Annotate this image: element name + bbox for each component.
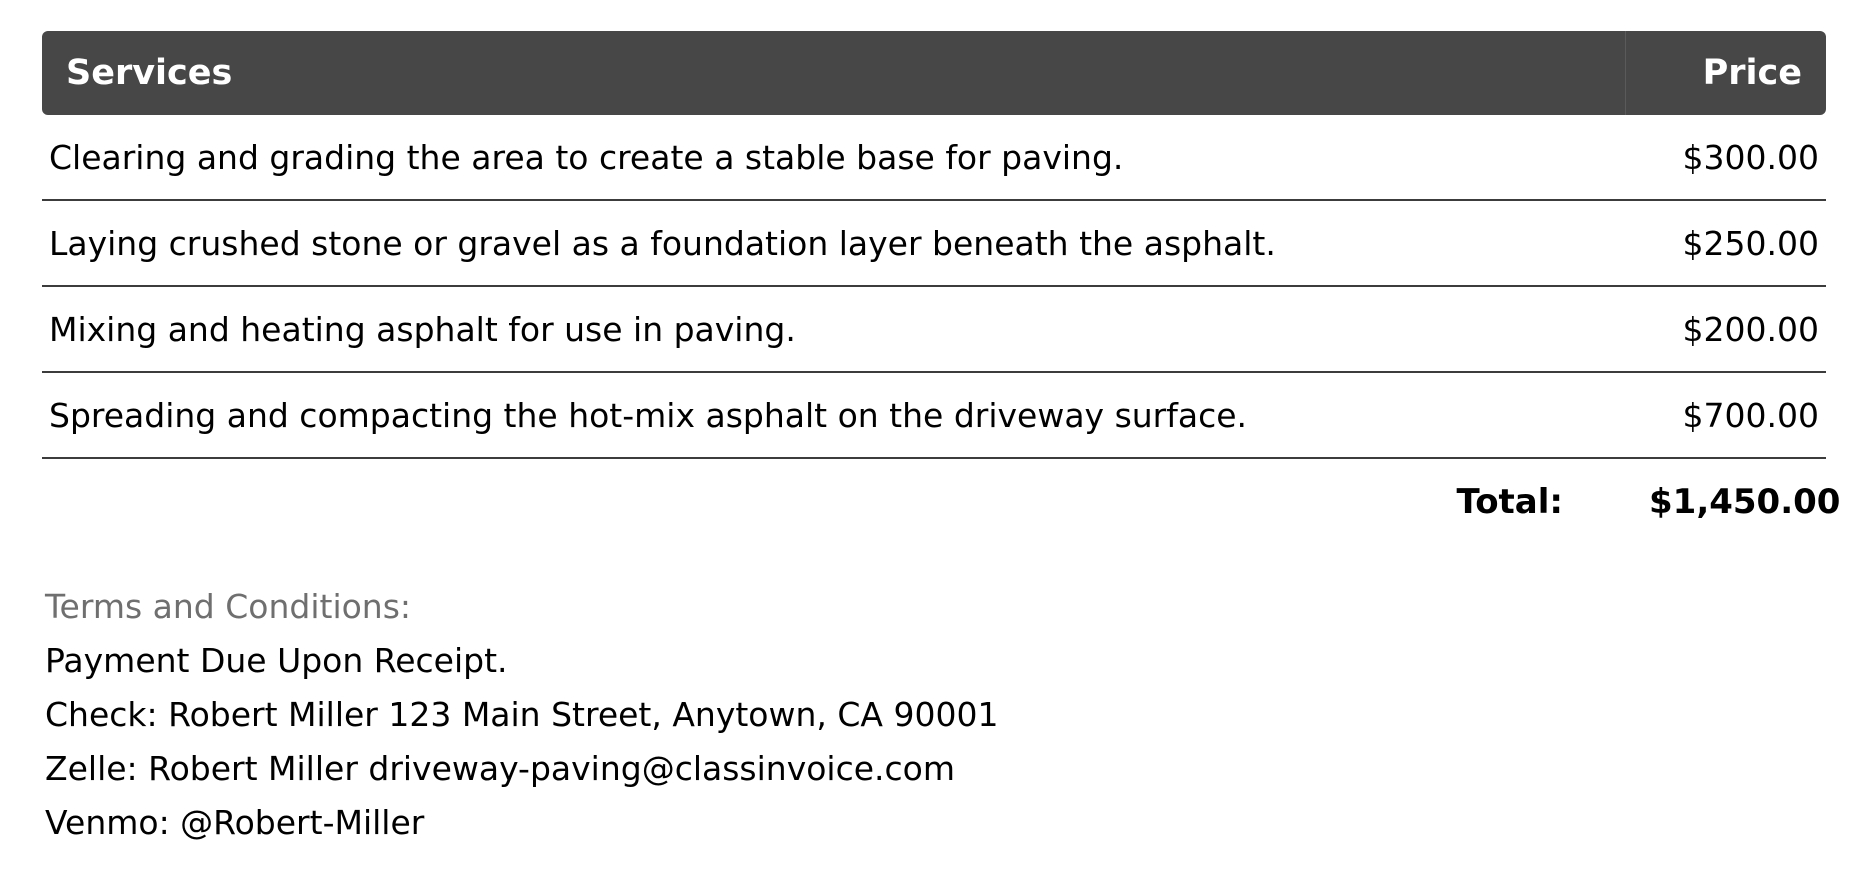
service-price: $300.00: [1682, 137, 1819, 177]
total-value: $1,450.00: [1649, 482, 1841, 522]
terms-zelle-line: Zelle: Robert Miller driveway-paving@classinvoice.com: [45, 749, 955, 788]
price-column-header: Price: [1702, 53, 1802, 93]
terms-venmo-line: Venmo: @Robert-Miller: [45, 803, 425, 842]
service-description: Spreading and compacting the hot-mix asphalt on the driveway surface.: [49, 395, 1248, 435]
terms-heading: Terms and Conditions:: [45, 587, 412, 626]
services-table: [42, 31, 1841, 545]
terms-check-line: Check: Robert Miller 123 Main Street, Anytown, CA 90001: [45, 695, 999, 734]
service-price: $200.00: [1682, 309, 1819, 349]
table-row: [42, 287, 1826, 373]
table-row: [42, 115, 1826, 201]
table-row: [42, 201, 1826, 287]
total-label: Total:: [1456, 482, 1563, 522]
service-description: Laying crushed stone or gravel as a foundation layer beneath the asphalt.: [49, 223, 1276, 263]
table-row: [42, 373, 1826, 459]
total-row: [42, 459, 1841, 545]
service-description: Mixing and heating asphalt for use in paving.: [49, 309, 796, 349]
service-description: Clearing and grading the area to create a stable base for paving.: [49, 137, 1124, 177]
services-column-header: Services: [42, 31, 1626, 115]
service-price: $700.00: [1682, 395, 1819, 435]
terms-section: [45, 580, 998, 850]
service-price: $250.00: [1682, 223, 1819, 263]
terms-payment-line: Payment Due Upon Receipt.: [45, 641, 508, 680]
table-header: [42, 31, 1826, 115]
